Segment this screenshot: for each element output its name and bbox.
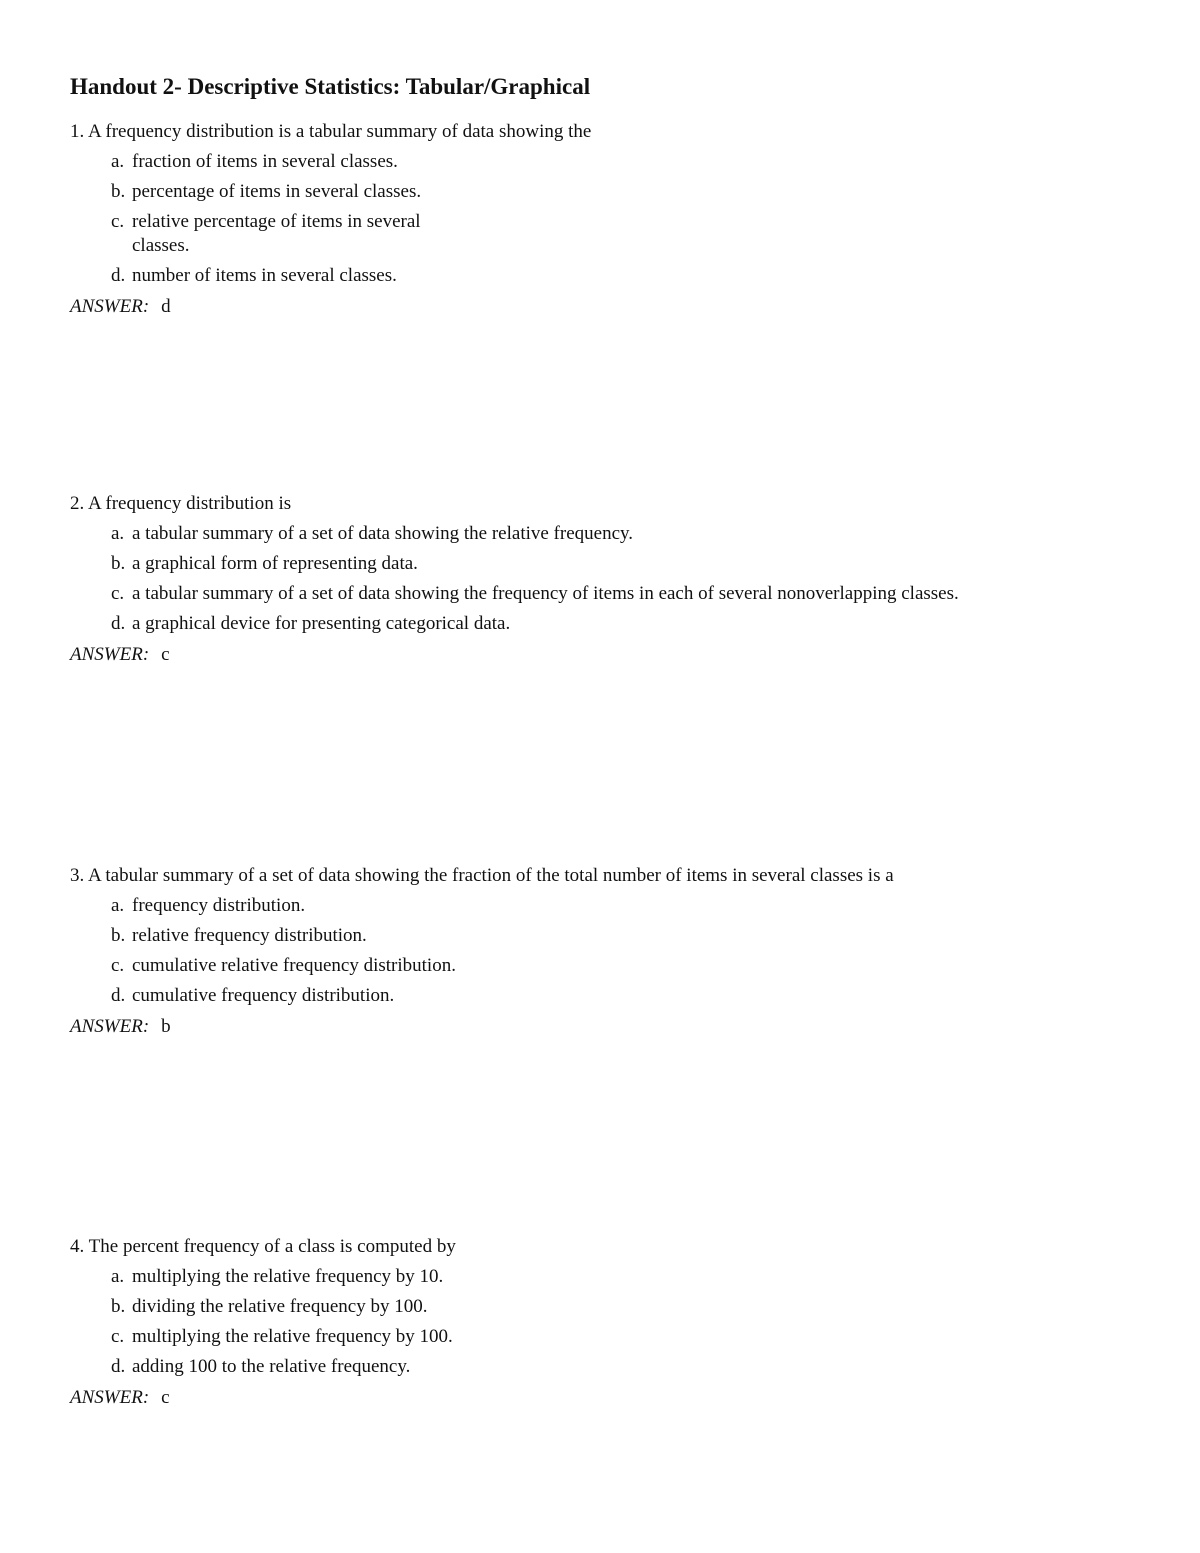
- option-letter: a.: [111, 523, 125, 544]
- option-c: [70, 582, 1130, 606]
- answer-value: c: [161, 1387, 170, 1408]
- option-text: cumulative relative frequency distribution.: [132, 955, 456, 976]
- answer-label: ANSWER:: [70, 296, 150, 317]
- question-stem: 3. A tabular summary of a set of data showing the fraction of the total number of items in several classes is a: [70, 865, 894, 886]
- option-letter: b.: [111, 925, 126, 946]
- option-letter: b.: [111, 553, 126, 574]
- answer-value: b: [161, 1016, 171, 1037]
- option-d: [70, 984, 1130, 1008]
- option-d: [70, 264, 1130, 288]
- option-a: [70, 522, 1130, 546]
- question-3: [70, 864, 1130, 1039]
- question-2: [70, 492, 1130, 667]
- option-b: [70, 552, 1130, 576]
- option-text: frequency distribution.: [132, 895, 306, 916]
- option-text: relative frequency distribution.: [132, 925, 367, 946]
- option-letter: d.: [111, 613, 126, 634]
- option-text: multiplying the relative frequency by 10.: [132, 1266, 444, 1287]
- option-letter: d.: [111, 985, 126, 1006]
- option-a: [70, 1265, 1130, 1289]
- answer-label: ANSWER:: [70, 644, 150, 665]
- option-d: [70, 612, 1130, 636]
- option-a: [70, 894, 1130, 918]
- answer-line: [70, 1015, 1130, 1039]
- option-text: adding 100 to the relative frequency.: [132, 1356, 411, 1377]
- option-text: dividing the relative frequency by 100.: [132, 1296, 428, 1317]
- page-title: Handout 2- Descriptive Statistics: Tabular/Graphical: [70, 74, 591, 99]
- option-c: [70, 1325, 1130, 1349]
- answer-line: [70, 295, 1130, 319]
- option-d: [70, 1355, 1130, 1379]
- answer-value: c: [161, 644, 170, 665]
- option-b: [70, 1295, 1130, 1319]
- option-letter: b.: [111, 1296, 126, 1317]
- option-text: a tabular summary of a set of data showing the frequency of items in each of several nonoverlapping classes.: [132, 583, 959, 604]
- option-letter: c.: [111, 955, 125, 976]
- answer-line: [70, 1386, 1130, 1410]
- option-letter: a.: [111, 895, 125, 916]
- answer-value: d: [161, 296, 171, 317]
- option-b: [70, 180, 1130, 204]
- option-letter: d.: [111, 265, 126, 286]
- option-letter: c.: [111, 583, 125, 604]
- option-letter: b.: [111, 181, 126, 202]
- option-text: percentage of items in several classes.: [132, 181, 422, 202]
- question-4: [70, 1235, 1130, 1410]
- question-1: [70, 120, 1130, 319]
- option-text: a graphical device for presenting categorical data.: [132, 613, 511, 634]
- option-c: [70, 954, 1130, 978]
- question-stem: 2. A frequency distribution is: [70, 493, 292, 514]
- answer-line: [70, 643, 1130, 667]
- question-stem: 4. The percent frequency of a class is computed by: [70, 1236, 456, 1257]
- option-text: cumulative frequency distribution.: [132, 985, 395, 1006]
- option-text: relative percentage of items in several classes.: [132, 211, 421, 256]
- option-letter: a.: [111, 1266, 125, 1287]
- option-a: [70, 150, 1130, 174]
- option-b: [70, 924, 1130, 948]
- option-text: fraction of items in several classes.: [132, 151, 398, 172]
- option-letter: a.: [111, 151, 125, 172]
- option-letter: c.: [111, 211, 125, 232]
- option-letter: d.: [111, 1356, 126, 1377]
- option-text: multiplying the relative frequency by 100.: [132, 1326, 453, 1347]
- question-stem: 1. A frequency distribution is a tabular summary of data showing the: [70, 121, 592, 142]
- option-text: number of items in several classes.: [132, 265, 397, 286]
- option-text: a tabular summary of a set of data showing the relative frequency.: [132, 523, 634, 544]
- answer-label: ANSWER:: [70, 1016, 150, 1037]
- answer-label: ANSWER:: [70, 1387, 150, 1408]
- option-c: [70, 210, 1130, 258]
- option-letter: c.: [111, 1326, 125, 1347]
- option-text: a graphical form of representing data.: [132, 553, 418, 574]
